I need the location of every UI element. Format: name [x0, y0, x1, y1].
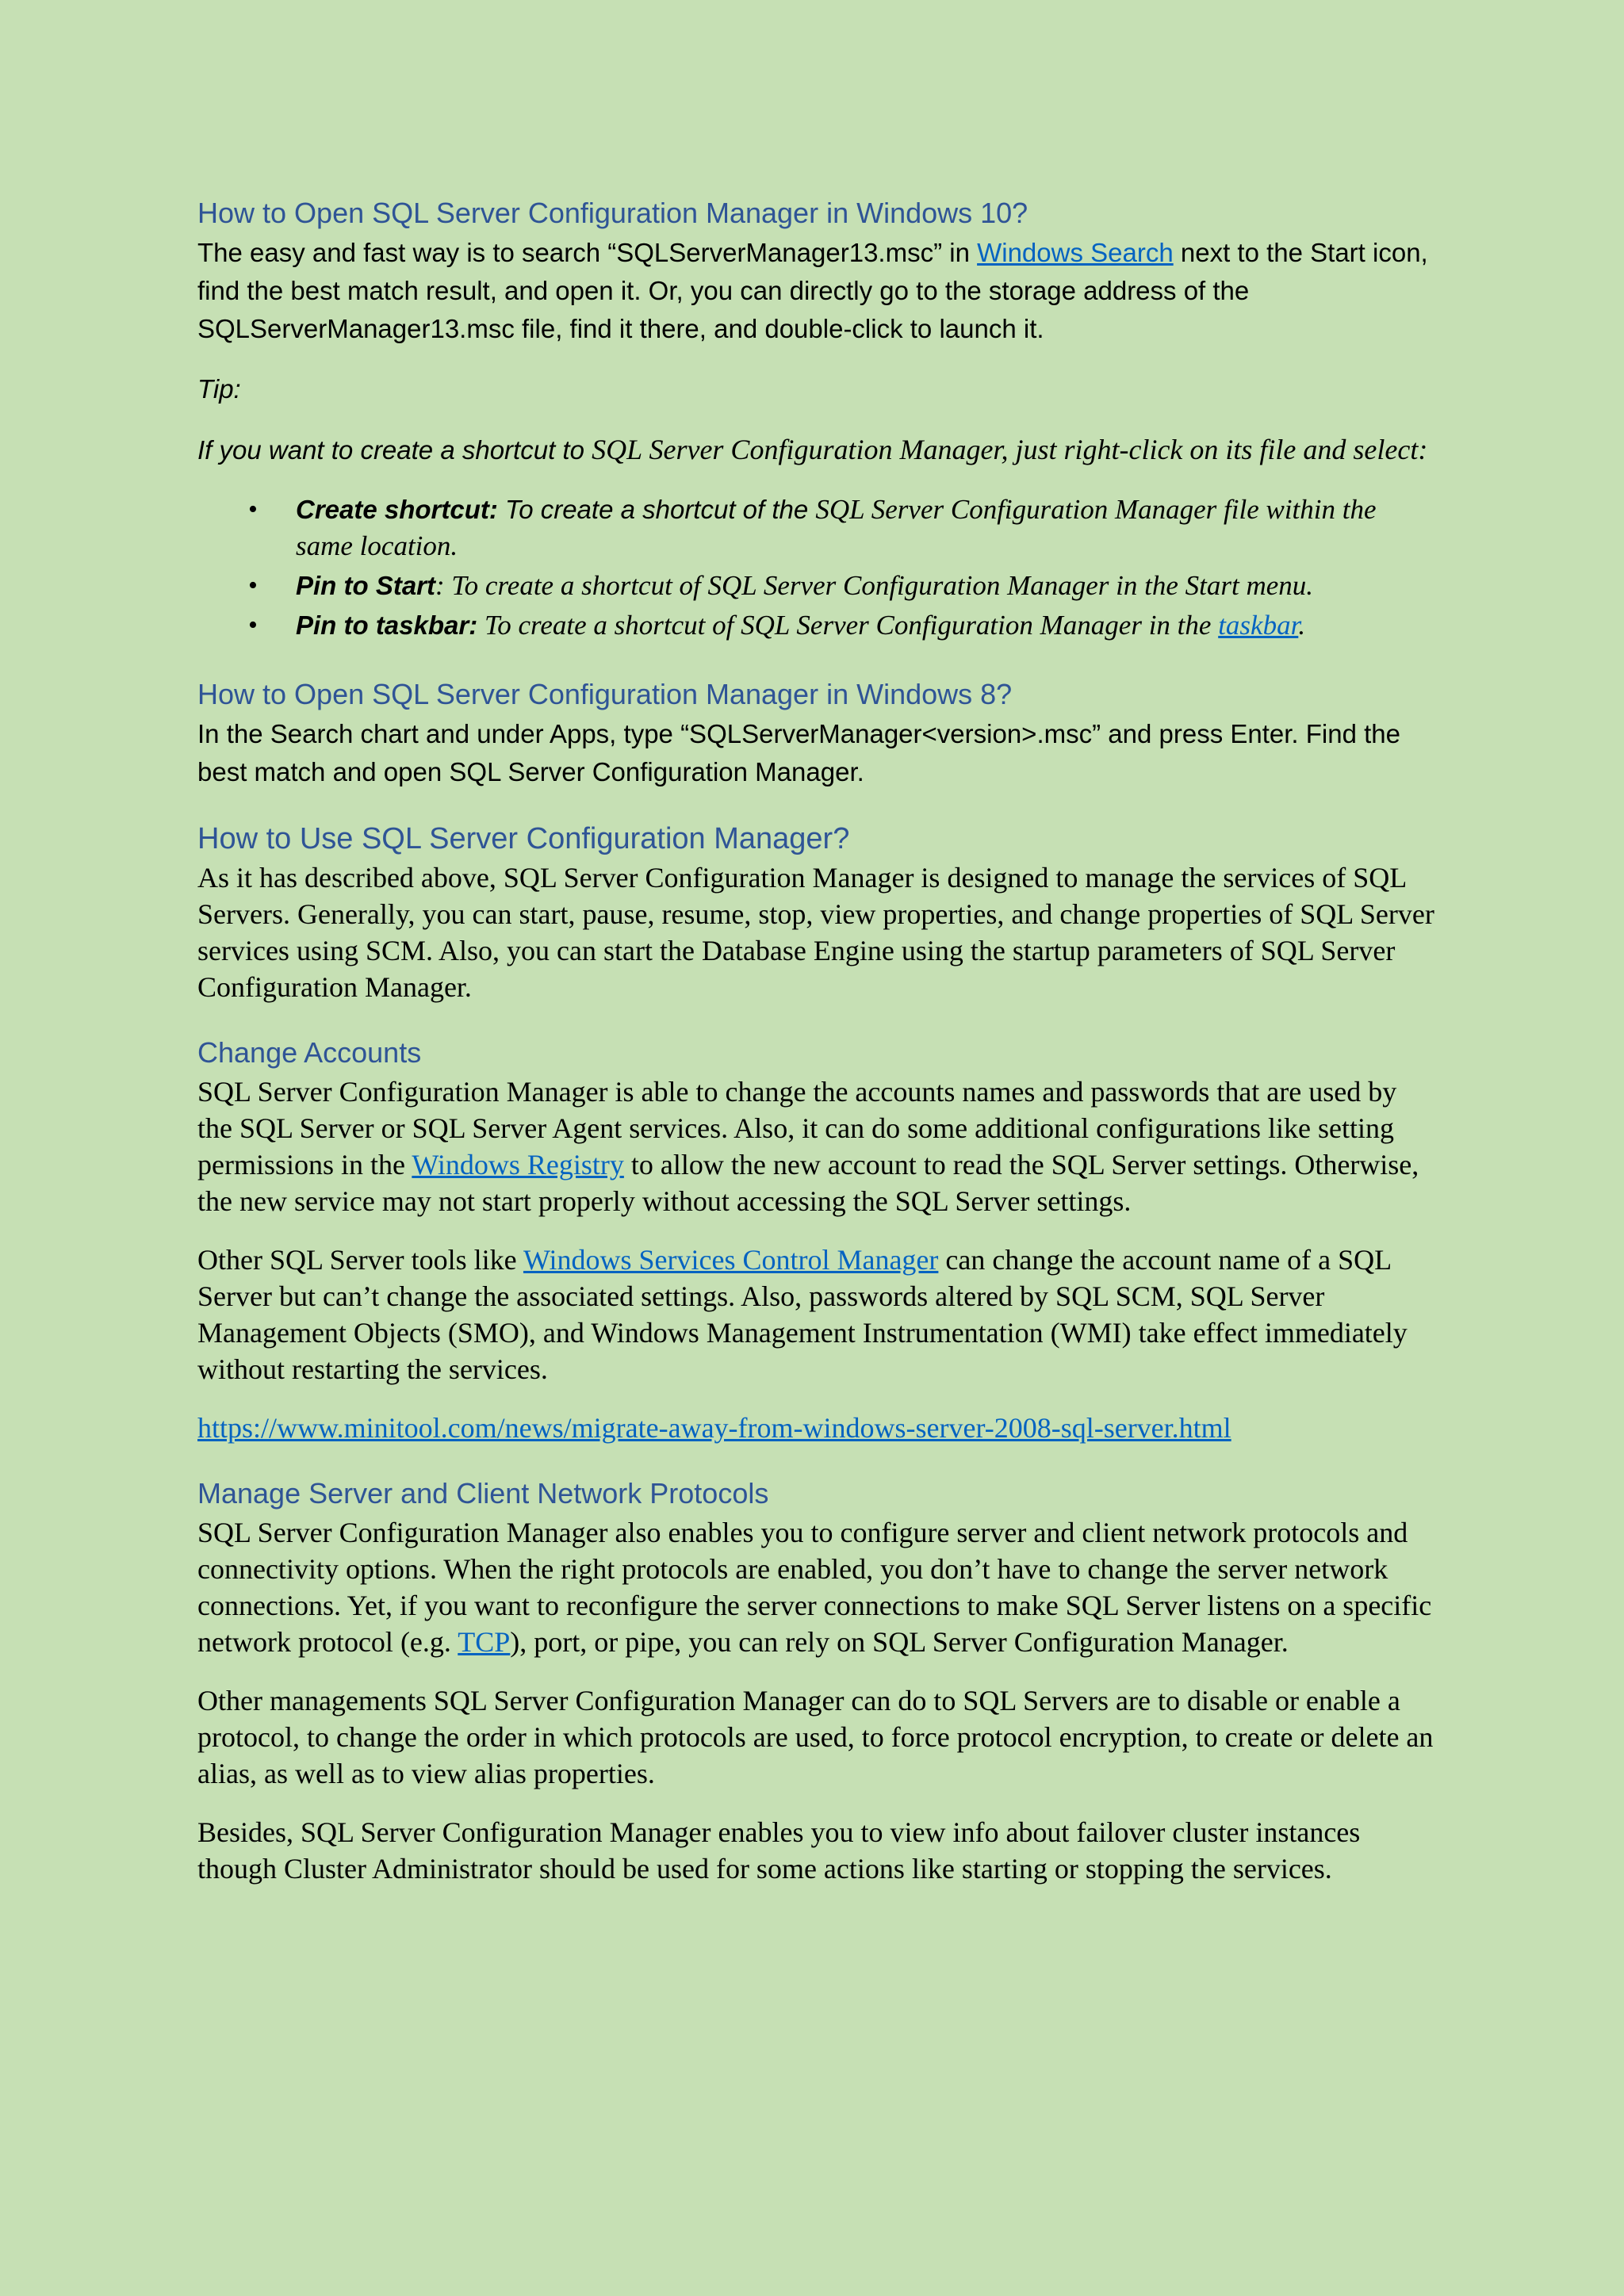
tip-text-part: If you want to create a shortcut to	[197, 435, 592, 465]
link-windows-search[interactable]: Windows Search	[977, 238, 1174, 267]
link-windows-registry[interactable]: Windows Registry	[412, 1149, 624, 1181]
list-item-text: To create a shortcut of the	[497, 495, 816, 524]
paragraph-text: The easy and fast way is to search “SQLServerManager13.msc” in	[197, 238, 978, 267]
bullet-icon: •	[248, 610, 258, 640]
paragraph-windows-8: In the Search chart and under Apps, type “SQLServerManager<version>.msc” and press Enter. Find the best match and open SQL Server Configuration Manager.	[197, 719, 1400, 786]
list-item-pin-to-start	[248, 568, 1434, 604]
link-tcp[interactable]: TCP	[458, 1626, 511, 1658]
heading-change-accounts: Change Accounts	[197, 1036, 422, 1069]
paragraph-text: to allow the new account to read the SQL Server settings. Otherwise, the new service may not start properly without accessing the SQL Server settings.	[197, 1149, 1419, 1217]
list-item-term: Pin to taskbar:	[296, 610, 478, 640]
paragraph-text: Other SQL Server tools like	[197, 1244, 523, 1276]
document-page	[197, 194, 1434, 1887]
bullet-icon: •	[248, 495, 258, 524]
list-item-text: To create a shortcut of SQL Server Configuration Manager in the	[477, 610, 1219, 641]
list-item-term: Create shortcut:	[296, 495, 498, 524]
tip-label: Tip:	[197, 374, 241, 404]
tip-text-part: SQL Server Configuration Manager, just right-click on its file and select:	[592, 434, 1428, 465]
paragraph-network-protocols-3: Besides, SQL Server Configuration Manager enables you to view info about failover cluster instances though Cluster Administrator should be used for some actions like starting or stopping the services.	[197, 1816, 1361, 1885]
heading-windows-8: How to Open SQL Server Configuration Manager in Windows 8?	[197, 678, 1013, 710]
paragraph-network-protocols-1	[197, 1514, 1434, 1660]
heading-network-protocols: Manage Server and Client Network Protocols	[197, 1477, 769, 1510]
list-item-term: Pin to Start	[296, 571, 436, 600]
shortcut-options-list	[197, 492, 1434, 644]
paragraph-text: can change the account name of a SQL Server but can’t change the associated settings. Also, passwords altered by SQL SCM, SQL Server Management Objects (SMO), and Windows Management Instrumentation (WMI) take effect immediately without restarting the services.	[197, 1244, 1408, 1385]
paragraph-how-to-use: As it has described above, SQL Server Configuration Manager is designed to manage the services of SQL Servers. Generally, you can start, pause, resume, stop, view properties, and change properties of SQL Server services using SCM. Also, you can start the Database Engine using the startup parameters of SQL Server Configuration Manager.	[197, 862, 1434, 1003]
list-item-pin-to-taskbar	[248, 607, 1434, 644]
paragraph-text: SQL Server Configuration Manager also enables you to configure server and client network protocols and connectivity options. When the right protocols are enabled, you don’t have to change the server network connections. Yet, if you want to reconfigure the server connections to make SQL Server listens on a specific network protocol (e.g.	[197, 1517, 1432, 1658]
paragraph-text: next to the Start icon, find the best match result, and open it. Or, you can directly go to the storage address of the SQLServerManager13.msc file, find it there, and double-click to launch it.	[197, 238, 1428, 343]
heading-how-to-use: How to Use SQL Server Configuration Manager?	[197, 822, 850, 855]
paragraph-network-protocols-2: Other managements SQL Server Configuration Manager can do to SQL Servers are to disable or enable a protocol, to change the order in which protocols are used, to force protocol encryption, to create or delete an alias, as well as to view alias properties.	[197, 1685, 1434, 1789]
paragraph-text: SQL Server Configuration Manager is able to change the accounts names and passwords that are used by the SQL Server or SQL Server Agent services. Also, it can do some additional configurations like setting permissions in the	[197, 1076, 1397, 1181]
paragraph-change-accounts-1	[197, 1073, 1434, 1219]
paragraph-text: ), port, or pipe, you can rely on SQL Server Configuration Manager.	[510, 1626, 1289, 1658]
link-minitool-article[interactable]: https://www.minitool.com/news/migrate-away-from-windows-server-2008-sql-server.html	[197, 1412, 1231, 1444]
list-item-text: : To create a shortcut of SQL Server Configuration Manager in the Start menu.	[435, 570, 1314, 601]
paragraph-change-accounts-2	[197, 1242, 1434, 1387]
url-paragraph	[197, 1410, 1434, 1446]
bullet-icon: •	[248, 571, 258, 600]
list-item-text: SQL Server Configuration Manager file within the same location.	[296, 494, 1377, 561]
heading-windows-10: How to Open SQL Server Configuration Manager in Windows 10?	[197, 197, 1028, 229]
paragraph-windows-10-intro	[197, 234, 1434, 348]
list-item-create-shortcut	[248, 492, 1434, 564]
link-windows-services-control-manager[interactable]: Windows Services Control Manager	[523, 1244, 939, 1276]
tip-text	[197, 430, 1434, 469]
list-item-text: .	[1298, 610, 1306, 641]
link-taskbar[interactable]: taskbar	[1218, 610, 1299, 641]
